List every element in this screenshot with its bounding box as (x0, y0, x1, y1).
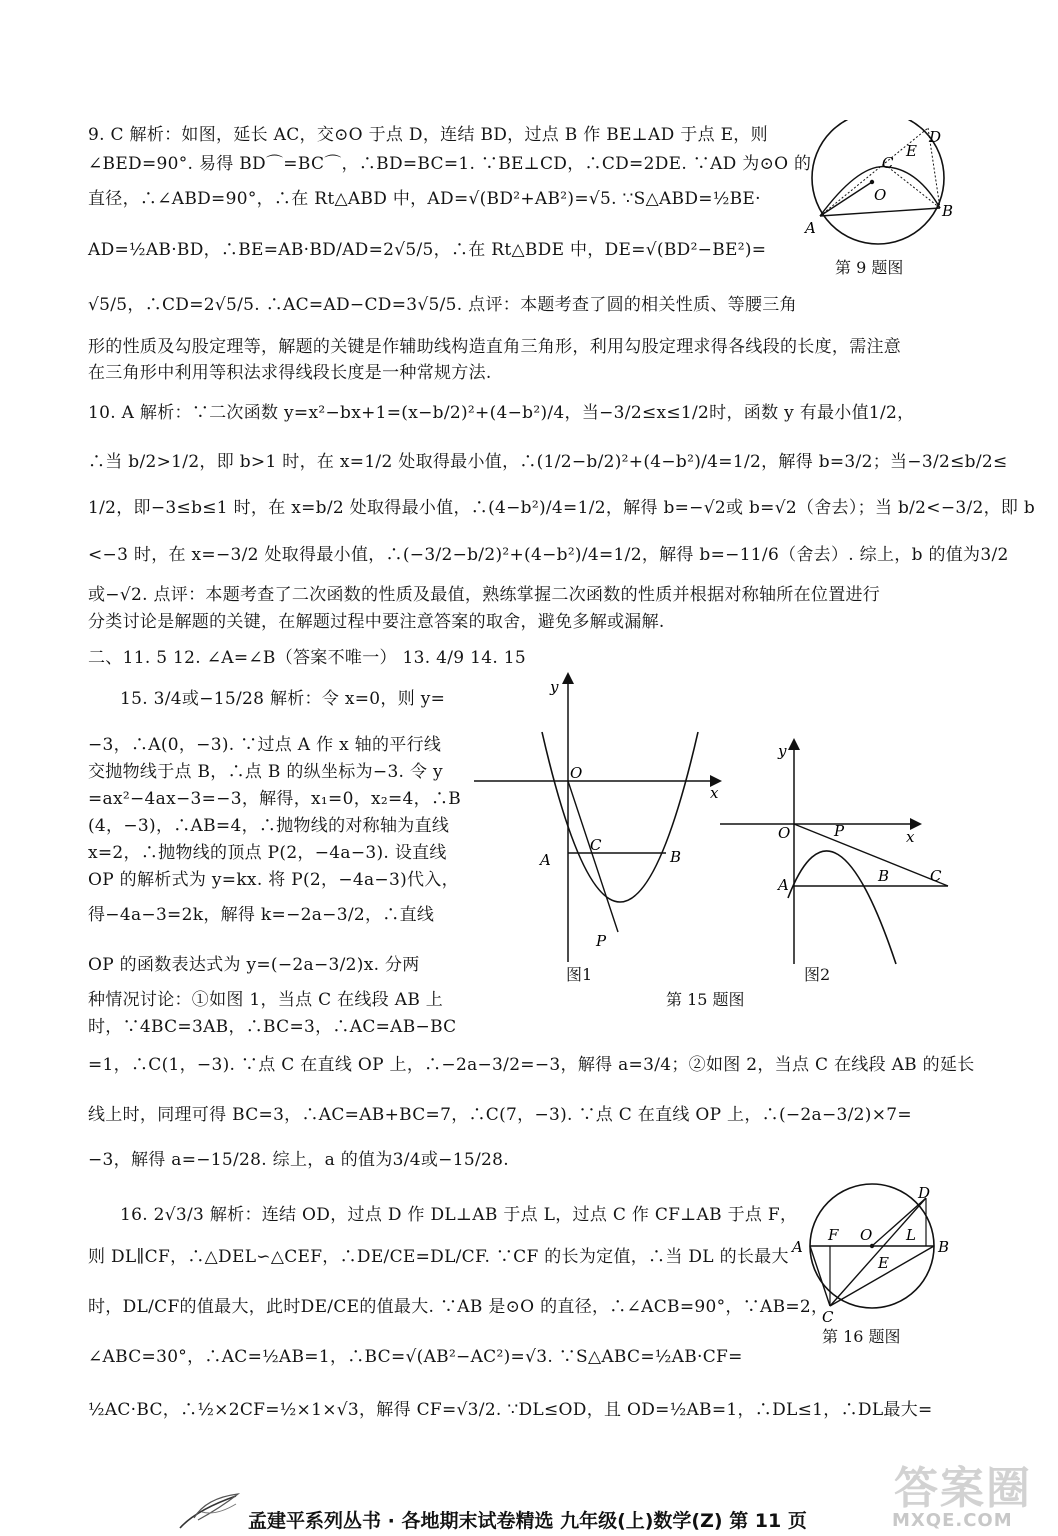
q15-figure-1 (470, 672, 730, 972)
q15-line-1: 15. 3/4或−15/28 解析：令 x=0，则 y= (120, 689, 446, 709)
q16-label-f: F (828, 1226, 839, 1244)
q10-line-1: 10. A 解析：∵二次函数 y=x²−bx+1=(x−b/2)²+(4−b²)/4，当−3/2≤x≤1/2时，函数 y 有最小值1/2， (88, 403, 915, 423)
feather-logo-icon (176, 1490, 246, 1532)
q15-line-14: −3，解得 a=−15/28. 综上，a 的值为3/4或−15/28. (88, 1150, 509, 1170)
q15-fig2-label-x: x (906, 828, 915, 846)
q15-line-8: 得−4a−3=2k，解得 k=−2a−3/2，∴直线 (88, 905, 435, 925)
watermark-url: MXQE.COM (892, 1510, 1013, 1531)
q10-line-6: 分类讨论是解题的关键，在解题过程中要注意答案的取舍，避免多解或漏解. (88, 612, 665, 632)
q16-line-1: 16. 2√3/3 解析：连结 OD，过点 D 作 DL⊥AB 于点 L，过点 C 作 CF⊥AB 于点 F， (120, 1205, 798, 1225)
q9-line-6: 形的性质及勾股定理等，解题的关键是作辅助线构造直角三角形，利用勾股定理求得各线段的长度，需注意 (88, 337, 902, 357)
q9-figure (800, 120, 970, 260)
q16-line-2: 则 DL∥CF，∴△DEL∽△CEF，∴DE/CE=DL/CF. ∵CF 的长为定值，∴当 DL 的长最大 (88, 1247, 789, 1267)
q15-line-6: x=2，∴抛物线的顶点 P(2，−4a−3). 设直线 (88, 843, 447, 863)
footer-text: 孟建平系列丛书 · 各地期末试卷精选 九年级(上)数学(Z) 第 11 页 (248, 1510, 807, 1532)
q15-line-11: 时，∵4BC=3AB，∴BC=3，∴AC=AB−BC (88, 1017, 457, 1037)
q15-line-7: OP 的解析式为 y=kx. 将 P(2，−4a−3)代入， (88, 870, 459, 890)
q15-fig2-label-b: B (878, 867, 890, 885)
q16-label-d: D (918, 1184, 931, 1202)
q10-line-2: ∴当 b/2>1/2，即 b>1 时，在 x=1/2 处取得最小值，∴(1/2−b/2)²+(4−b²)/4=1/2，解得 b=3/2；当−3/2≤b/2≤ (88, 452, 1008, 472)
q9-label-o: O (874, 186, 887, 204)
q10-line-3: 1/2，即−3≤b≤1 时，在 x=b/2 处取得最小值，∴(4−b²)/4=1/2，解得 b=−√2或 b=√2（舍去）；当 b/2<−3/2，即 b (88, 498, 1036, 518)
q15-fig2-label-o: O (778, 824, 791, 842)
q15-line-4: =ax²−4ax−3=−3，解得，x₁=0，x₂=4，∴B (88, 789, 462, 809)
q9-line-1: 9. C 解析：如图，延长 AC，交⊙O 于点 D，连结 BD，过点 B 作 BE⊥AD 于点 E，则 (88, 125, 768, 145)
q16-label-l: L (906, 1226, 916, 1244)
q16-figure (786, 1180, 958, 1325)
q15-fig1-label-b: B (670, 848, 682, 866)
q15-fig1-parabola (542, 732, 698, 902)
q9-line-5: √5/5，∴CD=2√5/5. ∴AC=AD−CD=3√5/5. 点评：本题考查了圆的相关性质、等腰三角 (88, 295, 797, 315)
part2-answers: 二、11. 5 12. ∠A=∠B（答案不唯一） 13. 4/9 14. 15 (88, 648, 526, 668)
watermark-glyphs: 答案圈 (894, 1463, 1032, 1514)
q15-fig1-label-y: y (550, 678, 559, 696)
q9-line-3: 直径，∴∠ABD=90°，∴在 Rt△ABD 中，AD=√(BD²+AB²)=√5. ∵S△ABD=½BE· (88, 189, 761, 209)
q15-fig1-label-x: x (710, 784, 719, 802)
q16-line-4: ∠ABC=30°，∴AC=½AB=1，∴BC=√(AB²−AC²)=√3. ∵S△ABC=½AB·CF= (88, 1347, 743, 1367)
q15-figure-caption: 第 15 题图 (666, 990, 745, 1009)
q15-line-10: 种情况讨论：①如图 1，当点 C 在线段 AB 上 (88, 990, 444, 1010)
q9-figure-caption: 第 9 题图 (835, 258, 904, 277)
q15-figure-2 (716, 738, 954, 968)
q16-label-e: E (878, 1254, 889, 1272)
q9-circle (812, 120, 944, 244)
q9-line-4: AD=½AB·BD，∴BE=AB·BD/AD=2√5/5，∴在 Rt△BDE 中，DE=√(BD²−BE²)= (88, 240, 767, 260)
q9-line-2: ∠BED=90°. 易得 BD⌒=BC⌒，∴BD=BC=1. ∵BE⊥CD，∴CD=2DE. ∵AD 为⊙O 的 (88, 154, 812, 174)
q15-line-2: −3，∴A(0，−3). ∵过点 A 作 x 轴的平行线 (88, 735, 442, 755)
q15-line-3: 交抛物线于点 B，∴点 B 的纵坐标为−3. 令 y (88, 762, 443, 782)
q15-fig1-label-c: C (590, 836, 602, 854)
q16-label-o: O (860, 1226, 873, 1244)
q15-fig2-label-p: P (834, 822, 845, 840)
q15-fig1-label-a: A (540, 851, 551, 869)
q15-fig2-caption: 图2 (804, 965, 831, 984)
q16-line-3: 时，DL/CF的值最大，此时DE/CE的值最大. ∵AB 是⊙O 的直径，∴∠ACB=90°，∵AB=2， (88, 1297, 829, 1317)
q15-fig2-label-a: A (778, 876, 789, 894)
q9-label-e: E (906, 142, 917, 160)
q9-label-c: C (882, 154, 894, 172)
q15-line-12: =1，∴C(1，−3). ∵点 C 在直线 OP 上，∴−2a−3/2=−3，解得 a=3/4；②如图 2，当点 C 在线段 AB 的延长 (88, 1055, 975, 1075)
q15-line-9: OP 的函数表达式为 y=(−2a−3/2)x. 分两 (88, 955, 420, 975)
q16-label-c: C (822, 1308, 834, 1325)
q16-line-5: ½AC·BC，∴½×2CF=½×1×√3，解得 CF=√3/2. ∵DL≤OD，且 OD=½AB=1，∴DL≤1，∴DL最大= (88, 1400, 933, 1420)
q15-fig2-label-c: C (930, 867, 942, 885)
q10-line-4: <−3 时，在 x=−3/2 处取得最小值，∴(−3/2−b/2)²+(4−b²)/4=1/2，解得 b=−11/6（舍去）. 综上，b 的值为3/2 (88, 545, 1009, 565)
q9-label-a: A (805, 219, 816, 237)
q15-fig1-label-p: P (596, 932, 607, 950)
q9-label-d: D (929, 128, 942, 146)
q9-label-b: B (942, 202, 954, 220)
q15-fig2-label-y: y (778, 742, 787, 760)
q16-label-a: A (792, 1238, 803, 1256)
q16-figure-caption: 第 16 题图 (822, 1327, 901, 1346)
q10-line-5: 或−√2. 点评：本题考查了二次函数的性质及最值，熟练掌握二次函数的性质并根据对称轴所在位置进行 (88, 585, 881, 605)
q9-line-7: 在三角形中利用等积法求得线段长度是一种常规方法. (88, 363, 492, 383)
q16-label-b: B (938, 1238, 950, 1256)
q15-line-5: (4，−3)，∴AB=4，∴抛物线的对称轴为直线 (88, 816, 450, 836)
q15-fig1-caption: 图1 (566, 965, 593, 984)
q15-fig1-label-o: O (570, 764, 583, 782)
q15-line-13: 线上时，同理可得 BC=3，∴AC=AB+BC=7，∴C(7，−3). ∵点 C 在直线 OP 上，∴(−2a−3/2)×7= (88, 1105, 912, 1125)
